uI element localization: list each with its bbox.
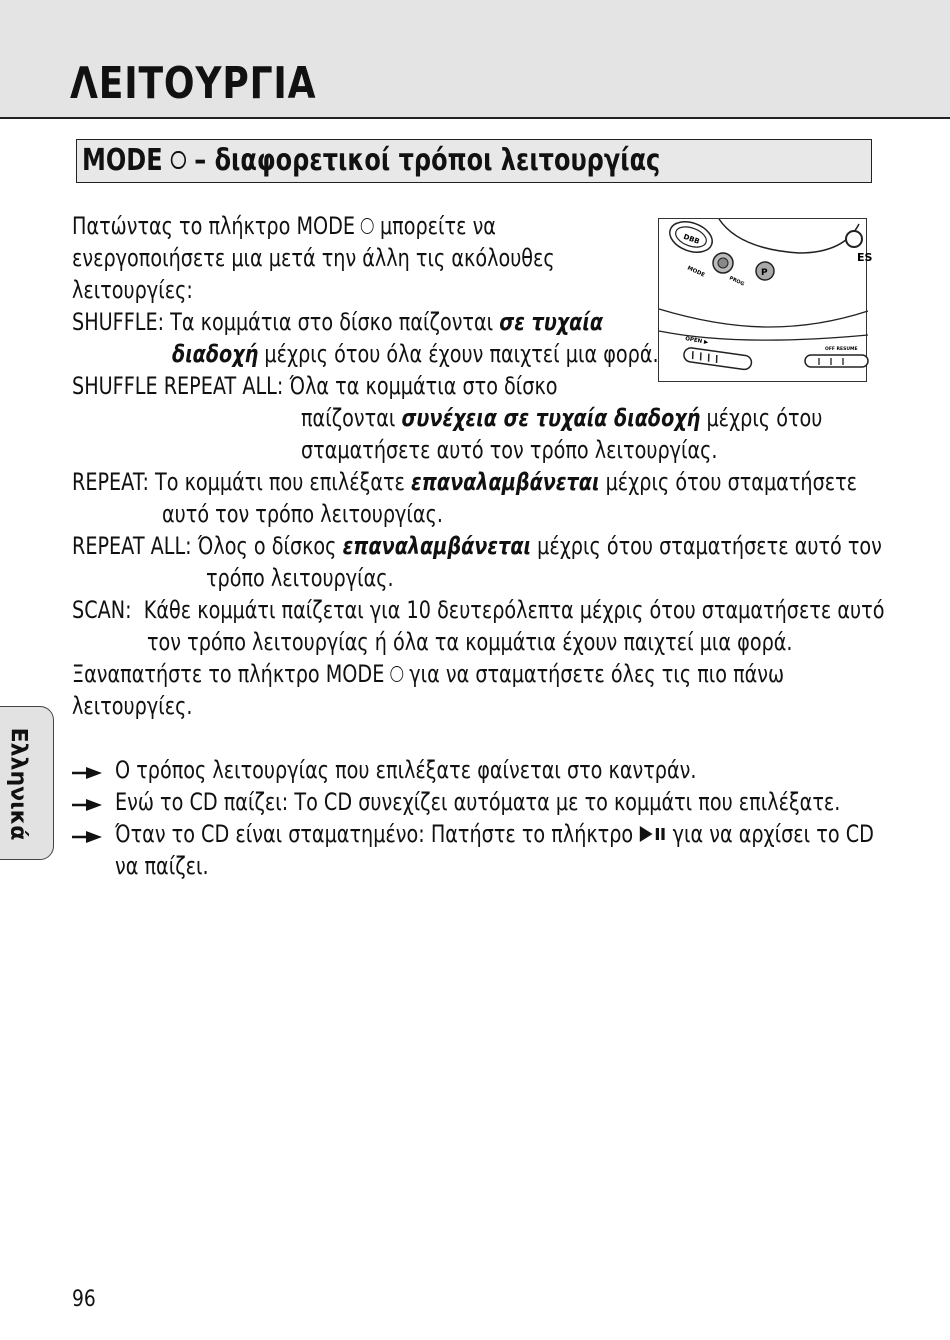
scan-label: SCAN: [72, 596, 132, 624]
shuffle-line-1 [72, 306, 603, 338]
play-pause-icon [639, 825, 666, 843]
bullet-item-2: Ενώ το CD παίζει: Το CD συνεχίζει αυτόματα με το κομμάτι που επιλέξατε. [115, 788, 841, 816]
section-title-text: – διαφορετικοί τρόποι λειτουργίας [194, 143, 661, 178]
repeat-all-line-1 [72, 530, 882, 562]
repeat-line-1 [72, 466, 857, 498]
page-title: ΛΕΙΤΟΥΡΓΙΑ [70, 58, 317, 109]
circle-icon [390, 666, 403, 682]
mode-label: MODE [686, 265, 706, 279]
scan-text: Κάθε κομμάτι παίζεται για 10 δευτερόλεπτα μέχρις ότου σταματήσετε αυτό [143, 596, 885, 624]
section-title-mode: MODE [82, 143, 163, 178]
repeat-emphasis: επαναλαμβάνεται [411, 468, 600, 496]
repeat-all-emphasis: επαναλαμβάνεται [342, 532, 531, 560]
intro-line-2: ενεργοποιήσετε μια μετά την άλλη τις ακόλουθες [72, 244, 555, 272]
repeat-all-text: μέχρις ότου σταματήσετε αυτό τον [537, 532, 882, 560]
cd-player-controls-illustration [659, 219, 873, 383]
language-tab-label: Ελληνικά [5, 727, 31, 841]
repeat-text: Το κομμάτι που επιλέξατε [155, 468, 405, 496]
arrow-right-icon [72, 766, 104, 780]
prog-label: PROG [728, 275, 746, 288]
bullet-item-3-line-2: να παίζει. [115, 852, 209, 880]
shuffle-repeat-all-text: παίζονται [301, 404, 396, 432]
open-label: OPEN ▶ [684, 336, 709, 347]
shuffle-text: Τα κομμάτια στο δίσκο παίζονται [170, 308, 494, 336]
language-tab [0, 706, 54, 860]
arrow-right-icon [72, 798, 104, 812]
repeat-text: μέχρις ότου σταματήσετε [605, 468, 858, 496]
circle-icon [361, 218, 374, 234]
section-heading-box [76, 139, 872, 183]
shuffle-repeat-all-text: Όλα τα κομμάτια στο δίσκο [289, 372, 558, 400]
section-title [82, 143, 660, 178]
repeat-label: REPEAT: [72, 468, 149, 496]
cd-player-figure [658, 218, 873, 382]
shuffle-line-2 [172, 338, 659, 370]
switch-label: OFF RESUME [825, 347, 858, 352]
scan-line-1 [72, 594, 884, 626]
shuffle-text: μέχρις ότου όλα έχουν παιχτεί μια φορά. [264, 340, 659, 368]
bullet-item-3 [115, 818, 874, 850]
bullet-item-1: Ο τρόπος λειτουργίας που επιλέξατε φαίνεται στο καντράν. [115, 756, 697, 784]
outro-line-1 [72, 658, 784, 690]
arrow-right-icon [72, 830, 104, 844]
dbb-label: DBB [682, 232, 701, 246]
outro-line-2: λειτουργίες. [72, 692, 193, 720]
shuffle-repeat-all-text: μέχρις ότου [706, 404, 823, 432]
outro-text: για να σταματήσετε όλες τις πιο πάνω [409, 660, 785, 688]
repeat-line-2: αυτό τον τρόπο λειτουργίας. [162, 500, 443, 528]
es-label: ES [857, 251, 873, 264]
bullet-text: Όταν το CD είναι σταματημένο: Πατήστε το πλήκτρο [115, 820, 634, 848]
outro-text: Ξαναπατήστε το πλήκτρο MODE [72, 660, 385, 688]
repeat-all-label: REPEAT ALL: [72, 532, 192, 560]
page-number: 96 [72, 1287, 96, 1312]
intro-text: Πατώντας το πλήκτρο MODE [72, 212, 356, 240]
intro-line-3: λειτουργίες: [72, 276, 193, 304]
shuffle-repeat-all-line-1 [72, 370, 558, 402]
intro-line-1 [72, 210, 496, 242]
circle-icon [171, 151, 186, 170]
repeat-all-line-2: τρόπο λειτουργίας. [206, 564, 394, 592]
shuffle-repeat-all-line-3: σταματήσετε αυτό τον τρόπο λειτουργίας. [301, 436, 718, 464]
repeat-all-text: Όλος ο δίσκος [197, 532, 337, 560]
shuffle-repeat-all-label: SHUFFLE REPEAT ALL: [72, 372, 284, 400]
shuffle-emphasis: διαδοχή [172, 340, 259, 368]
bullet-text: για να αρχίσει το CD [672, 820, 874, 848]
scan-line-2: τον τρόπο λειτουργίας ή όλα τα κομμάτια έχουν παιχτεί μια φορά. [147, 628, 793, 656]
p-label: P [761, 268, 768, 278]
shuffle-emphasis: σε τυχαία [499, 308, 604, 336]
shuffle-repeat-all-emphasis: συνέχεια σε τυχαία διαδοχή [401, 404, 701, 432]
shuffle-label: SHUFFLE: [72, 308, 165, 336]
shuffle-repeat-all-line-2 [301, 402, 822, 434]
intro-text: μπορείτε να [379, 212, 496, 240]
